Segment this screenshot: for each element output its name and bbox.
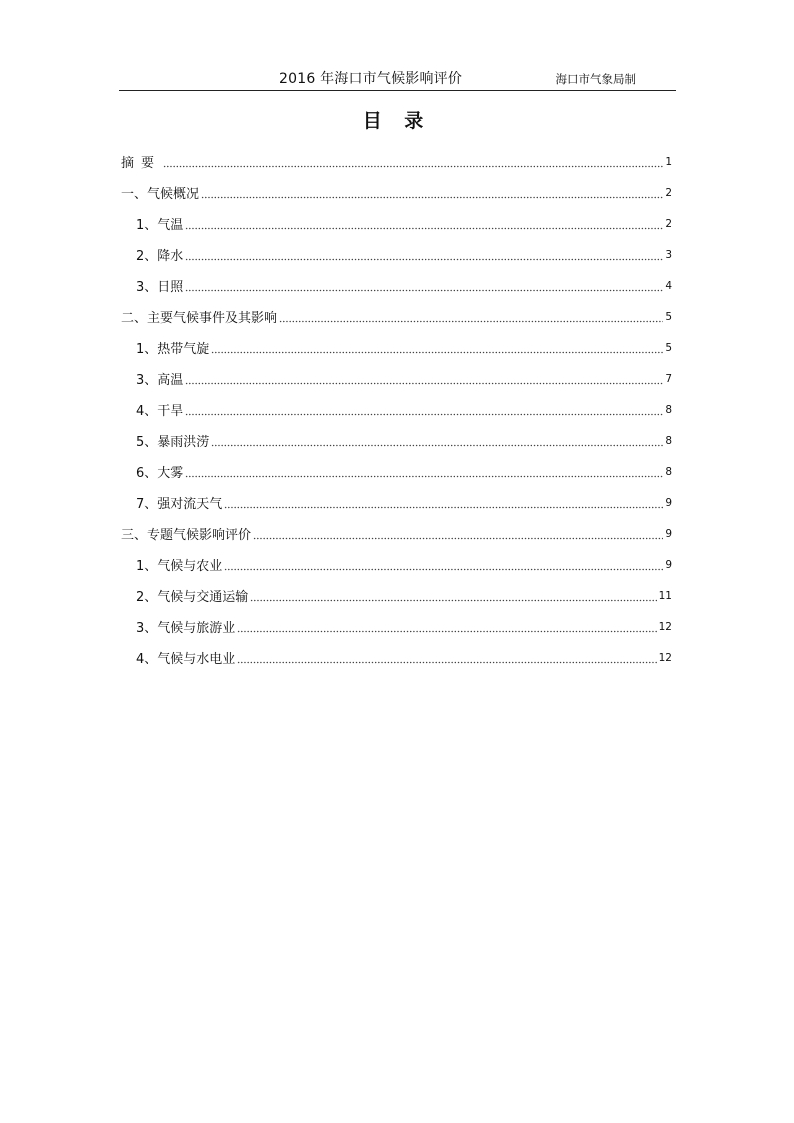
toc-leader-dots bbox=[185, 466, 663, 478]
toc-leader-dots bbox=[237, 652, 656, 664]
toc-entry[interactable] bbox=[121, 363, 672, 394]
toc-entry-page: 8 bbox=[665, 465, 672, 478]
toc-leader-dots bbox=[250, 590, 656, 602]
toc-entry-label: 7、强对流天气 bbox=[136, 497, 223, 512]
toc-entry[interactable] bbox=[121, 425, 672, 456]
toc-leader-dots bbox=[237, 621, 656, 633]
toc-entry-page: 1 bbox=[665, 155, 672, 168]
toc-leader-dots bbox=[185, 373, 663, 385]
toc-entry[interactable] bbox=[121, 487, 672, 518]
toc-entry-label: 3、气候与旅游业 bbox=[136, 621, 236, 636]
toc-entry[interactable] bbox=[121, 518, 672, 549]
toc-entry-label: 二、主要气候事件及其影响 bbox=[121, 311, 278, 326]
toc-entry[interactable] bbox=[121, 549, 672, 580]
toc-leader-dots bbox=[211, 435, 663, 447]
toc-title: 目 录 bbox=[362, 110, 432, 132]
toc-entry[interactable] bbox=[121, 642, 672, 673]
toc-leader-dots bbox=[211, 342, 663, 354]
toc-entry[interactable] bbox=[121, 301, 672, 332]
toc-leader-dots bbox=[185, 218, 663, 230]
toc-leader-dots bbox=[185, 249, 663, 261]
toc-entry-page: 2 bbox=[665, 186, 672, 199]
table-of-contents bbox=[121, 146, 672, 673]
toc-entry-label: 3、日照 bbox=[136, 280, 184, 295]
toc-entry-page: 3 bbox=[665, 248, 672, 261]
toc-entry-page: 9 bbox=[665, 558, 672, 571]
toc-entry[interactable] bbox=[121, 146, 672, 177]
toc-entry-label: 1、气候与农业 bbox=[136, 559, 223, 574]
toc-entry-page: 5 bbox=[665, 310, 672, 323]
toc-entry-label: 一、气候概况 bbox=[121, 187, 200, 202]
toc-leader-dots bbox=[185, 404, 663, 416]
toc-entry-label: 2、气候与交通运输 bbox=[136, 590, 249, 605]
toc-entry-page: 7 bbox=[665, 372, 672, 385]
toc-entry-page: 8 bbox=[665, 403, 672, 416]
toc-entry[interactable] bbox=[121, 456, 672, 487]
toc-entry[interactable] bbox=[121, 239, 672, 270]
toc-entry-label: 1、热带气旋 bbox=[136, 342, 210, 357]
toc-entry[interactable] bbox=[121, 177, 672, 208]
toc-entry-label: 三、专题气候影响评价 bbox=[121, 528, 252, 543]
header-org: 海口市气象局制 bbox=[555, 72, 636, 86]
toc-entry-page: 8 bbox=[665, 434, 672, 447]
toc-entry[interactable] bbox=[121, 208, 672, 239]
toc-leader-dots bbox=[279, 311, 663, 323]
toc-entry[interactable] bbox=[121, 580, 672, 611]
toc-entry-page: 11 bbox=[658, 589, 672, 602]
toc-leader-dots bbox=[185, 280, 663, 292]
toc-entry-label: 1、气温 bbox=[136, 218, 184, 233]
toc-entry-page: 12 bbox=[658, 620, 672, 633]
toc-entry[interactable] bbox=[121, 394, 672, 425]
toc-entry-page: 12 bbox=[658, 651, 672, 664]
toc-entry-label: 摘要 bbox=[121, 156, 162, 171]
toc-entry-label: 3、高温 bbox=[136, 373, 184, 388]
toc-leader-dots bbox=[224, 497, 663, 509]
page-header bbox=[119, 66, 676, 91]
toc-entry-page: 2 bbox=[665, 217, 672, 230]
toc-leader-dots bbox=[253, 528, 663, 540]
header-title: 2016 年海口市气候影响评价 bbox=[279, 71, 463, 87]
toc-entry-page: 5 bbox=[665, 341, 672, 354]
toc-leader-dots bbox=[201, 187, 663, 199]
toc-entry-label: 4、干旱 bbox=[136, 404, 184, 419]
toc-entry[interactable] bbox=[121, 270, 672, 301]
toc-entry-page: 4 bbox=[665, 279, 672, 292]
toc-entry-label: 5、暴雨洪涝 bbox=[136, 435, 210, 450]
toc-entry-label: 4、气候与水电业 bbox=[136, 652, 236, 667]
toc-entry-label: 2、降水 bbox=[136, 249, 184, 264]
toc-leader-dots bbox=[163, 156, 663, 168]
toc-entry[interactable] bbox=[121, 611, 672, 642]
toc-entry-label: 6、大雾 bbox=[136, 466, 184, 481]
toc-leader-dots bbox=[224, 559, 663, 571]
toc-entry-page: 9 bbox=[665, 496, 672, 509]
toc-entry-page: 9 bbox=[665, 527, 672, 540]
toc-entry[interactable] bbox=[121, 332, 672, 363]
